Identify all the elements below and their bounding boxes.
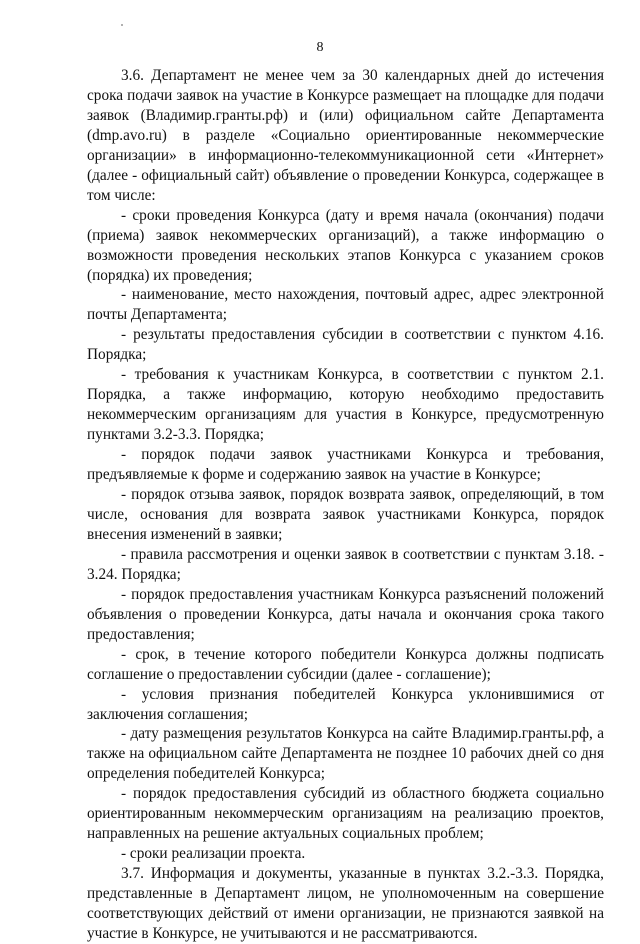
list-item-subsidy-results: - результаты предоставления субсидии в соответствии с пунктом 4.16. Порядка; <box>87 326 604 364</box>
list-item-subsidy-procedure: - порядок предоставления субсидий из областного бюджета социально ориентированным некоммерческим организациям на реализацию проектов, направленных на решение актуальных социальных проблем; <box>87 785 604 843</box>
paragraph-3-7: 3.7. Информация и документы, указанные в пунктах 3.2.-3.3. Порядка, представленные в Департамент лицом, не уполномоченным на совершение соответствующих действий от имени организации, не признаются заявкой на участие в Конкурсе, не учитываются и не рассматриваются. <box>87 865 604 942</box>
list-item-project-terms: - сроки реализации проекта. <box>121 845 306 863</box>
paragraph-3-6: 3.6. Департамент не менее чем за 30 календарных дней до истечения срока подачи заявок на участие в Конкурсе размещает на площадке для подачи заявок (Владимир.гранты.рф) и (или) официальном сайте Департамента (dmp.avo.ru) в разделе «Социально ориентированные некоммерческие организации» в информационно-телекоммуникационной сети «Интернет» (далее - официальный сайт) объявление о проведении Конкурса, содержащее в том числе: <box>87 67 604 204</box>
list-item-participant-requirements: - требования к участникам Конкурса, в соответствии с пунктом 2.1. Порядка, а также информацию, которую необходимо предоставить некоммерческим организациям для участия в Конкурсе, предусмотренную пунктами 3.2-3.3. Порядка; <box>87 366 604 444</box>
list-item-clarifications: - порядок предоставления участникам Конкурса разъяснений положений объявления о проведении Конкурса, даты начала и окончания срока такого предоставления; <box>87 585 604 643</box>
page-number: 8 <box>316 40 324 55</box>
list-item-evasion-conditions: - условия признания победителей Конкурса уклонившимися от заключения соглашения; <box>87 685 604 723</box>
list-item-deadlines: - сроки проведения Конкурса (дату и время начала (окончания) подачи (приема) заявок некоммерческих организаций), а также информацию о возможности проведения нескольких этапов Конкурса с указанием сроков (порядка) их проведения; <box>87 206 604 284</box>
scan-speck <box>121 24 123 26</box>
list-item-agreement-deadline: - срок, в течение которого победители Конкурса должны подписать соглашение о предоставлении субсидии (далее - соглашение); <box>87 645 604 683</box>
list-item-application-submission: - порядок подачи заявок участниками Конкурса и требования, предъявляемые к форме и содержанию заявок на участие в Конкурсе; <box>87 446 604 484</box>
list-item-department-contacts: - наименование, место нахождения, почтовый адрес, адрес электронной почты Департамента; <box>87 286 604 324</box>
list-item-application-withdrawal: - порядок отзыва заявок, порядок возврата заявок, определяющий, в том числе, основания для возврата заявок участниками Конкурса, порядок внесения изменений в заявки; <box>87 486 604 543</box>
list-item-review-rules: - правила рассмотрения и оценки заявок в соответствии с пунктам 3.18. - 3.24. Порядка; <box>87 545 604 583</box>
document-body <box>87 66 604 944</box>
list-item-results-publication: - дату размещения результатов Конкурса на сайте Владимир.гранты.рф, а также на официальном сайте Департамента не позднее 10 рабочих дней со дня определения победителей Конкурса; <box>87 725 604 783</box>
